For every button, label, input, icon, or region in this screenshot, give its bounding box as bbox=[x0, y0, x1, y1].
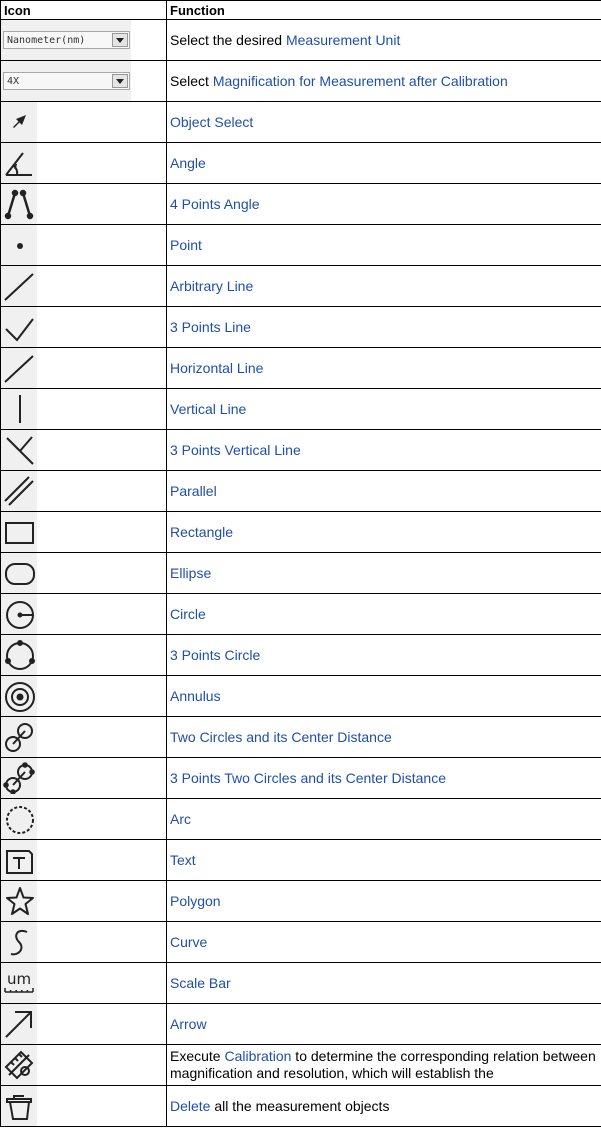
arrow-icon[interactable] bbox=[3, 1008, 35, 1040]
three-points-two-circles-icon[interactable] bbox=[3, 762, 35, 794]
calibration-icon[interactable] bbox=[3, 1049, 35, 1081]
arrow-cursor-icon[interactable] bbox=[4, 107, 34, 137]
chevron-down-icon[interactable] bbox=[112, 33, 128, 47]
vertical-line-icon[interactable] bbox=[3, 393, 35, 425]
fn-label: Vertical Line bbox=[170, 400, 247, 417]
fn-label: Horizontal Line bbox=[170, 359, 264, 376]
fn-label: Arrow bbox=[170, 1015, 207, 1032]
two-circles-icon[interactable] bbox=[3, 721, 35, 753]
table-row bbox=[1, 553, 601, 594]
table-row bbox=[1, 922, 601, 963]
table-row bbox=[1, 594, 601, 635]
table-row bbox=[1, 1004, 601, 1045]
table-header bbox=[1, 1, 601, 20]
scale-bar-icon[interactable] bbox=[1, 963, 37, 1003]
table-row bbox=[1, 1086, 601, 1127]
header-icon: Icon bbox=[1, 1, 167, 20]
annulus-icon[interactable] bbox=[3, 680, 35, 712]
fn-label: Circle bbox=[170, 605, 206, 622]
circle-icon[interactable] bbox=[3, 598, 35, 630]
curve-icon[interactable] bbox=[3, 926, 35, 958]
scale-bar-icon-text: um bbox=[6, 970, 32, 988]
table-row bbox=[1, 143, 601, 184]
three-points-circle-icon[interactable] bbox=[3, 639, 35, 671]
fn-text: Select bbox=[170, 72, 213, 89]
fn-label: Parallel bbox=[170, 482, 217, 499]
fn-text: all the measurement objects bbox=[210, 1097, 390, 1114]
chevron-down-icon[interactable] bbox=[112, 74, 128, 88]
fn-text: Execute bbox=[170, 1048, 225, 1064]
fn-label: Angle bbox=[170, 154, 206, 171]
fn-link: Calibration bbox=[224, 1048, 292, 1064]
table-row bbox=[1, 225, 601, 266]
table-row bbox=[1, 512, 601, 553]
fn-label: Arbitrary Line bbox=[170, 277, 254, 294]
fn-link: Delete bbox=[170, 1097, 211, 1114]
rectangle-icon[interactable] bbox=[3, 516, 35, 548]
unit-select[interactable] bbox=[3, 31, 130, 49]
table-row bbox=[1, 389, 601, 430]
parallel-icon[interactable] bbox=[3, 475, 35, 507]
fn-label: 3 Points Line bbox=[170, 318, 251, 335]
table-row bbox=[1, 799, 601, 840]
fn-label: Object Select bbox=[170, 113, 254, 130]
fn-label: Two Circles and its Center Distance bbox=[170, 728, 392, 745]
fn-label: Rectangle bbox=[170, 523, 234, 540]
table-row bbox=[1, 102, 601, 143]
polygon-star-icon[interactable] bbox=[3, 885, 35, 917]
table-row bbox=[1, 758, 601, 799]
table-row bbox=[1, 184, 601, 225]
three-points-line-icon[interactable] bbox=[3, 311, 35, 343]
arc-icon[interactable] bbox=[3, 803, 35, 835]
fn-label: 4 Points Angle bbox=[170, 195, 260, 212]
fn-label: Annulus bbox=[170, 687, 221, 704]
ellipse-icon[interactable] bbox=[3, 557, 35, 589]
text-icon[interactable] bbox=[3, 844, 35, 876]
table-row bbox=[1, 635, 601, 676]
arbitrary-line-icon[interactable] bbox=[3, 270, 35, 302]
fn-label: Ellipse bbox=[170, 564, 212, 581]
horizontal-line-icon[interactable] bbox=[3, 352, 35, 384]
header-function: Function bbox=[167, 1, 601, 20]
table-row bbox=[1, 676, 601, 717]
table-row bbox=[1, 963, 601, 1004]
fn-text: to determine the corresponding relation between magnification and resolution, which will establish the bbox=[170, 1048, 596, 1081]
fn-label: Polygon bbox=[170, 892, 221, 909]
fn-label: 3 Points Two Circles and its Center Distance bbox=[170, 769, 446, 786]
delete-bin-icon[interactable] bbox=[3, 1090, 35, 1122]
table-row bbox=[1, 430, 601, 471]
table-row bbox=[1, 1045, 601, 1086]
fn-link: Measurement Unit bbox=[285, 31, 401, 48]
table-row bbox=[1, 61, 601, 102]
table-row bbox=[1, 20, 601, 61]
fn-label: 3 Points Circle bbox=[170, 646, 261, 663]
fn-link: Magnification for Measurement after Calibration bbox=[212, 72, 508, 89]
table-row bbox=[1, 881, 601, 922]
table-row bbox=[1, 348, 601, 389]
four-points-angle-icon[interactable] bbox=[3, 188, 35, 220]
point-icon[interactable] bbox=[3, 229, 35, 261]
fn-label: Text bbox=[170, 851, 196, 868]
fn-label: Curve bbox=[170, 933, 208, 950]
magnification-select-value: 4X bbox=[7, 75, 20, 87]
angle-icon[interactable] bbox=[3, 147, 35, 179]
table-row bbox=[1, 307, 601, 348]
fn-label: 3 Points Vertical Line bbox=[170, 441, 301, 458]
table-row bbox=[1, 717, 601, 758]
fn-label: Arc bbox=[170, 810, 191, 827]
unit-select-value: Nanometer(nm) bbox=[7, 34, 86, 46]
table-row bbox=[1, 471, 601, 512]
table-row bbox=[1, 266, 601, 307]
magnification-select[interactable] bbox=[3, 72, 130, 90]
three-points-vertical-line-icon[interactable] bbox=[3, 434, 35, 466]
fn-text: Select the desired bbox=[170, 31, 286, 48]
fn-label: Scale Bar bbox=[170, 974, 231, 991]
fn-label: Point bbox=[170, 236, 202, 253]
table-row bbox=[1, 840, 601, 881]
